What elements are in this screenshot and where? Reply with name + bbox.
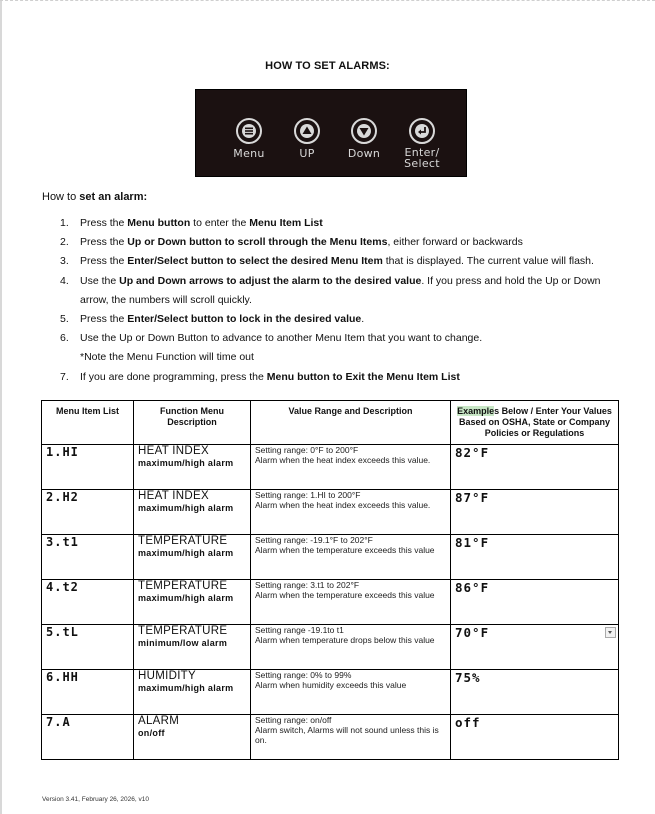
- range-cell: [251, 580, 451, 625]
- example-value: 75%: [455, 670, 481, 685]
- step-number: 5.: [60, 313, 69, 326]
- range-setting: Setting range: 3.t1 to 202°F: [255, 580, 360, 590]
- step-text-bold: Menu button to Exit the Menu Item List: [266, 370, 460, 383]
- intro-prefix: How to: [42, 191, 80, 203]
- panel-label-select: Select: [404, 157, 440, 170]
- table-row: [42, 625, 619, 670]
- step-text-bold: Enter/Select button to lock in the desired value: [127, 313, 362, 326]
- range-setting: Setting range: 0% to 99%: [255, 670, 352, 680]
- range-description: Alarm switch, Alarms will not sound unless this is on.: [255, 725, 439, 745]
- menu-item-code: 3.t1: [42, 535, 134, 580]
- range-description: Alarm when the heat index exceeds this value.: [255, 455, 431, 465]
- step-text: to enter the: [190, 217, 250, 229]
- example-value-cell[interactable]: [451, 580, 619, 625]
- step-text: Press the: [80, 236, 128, 249]
- function-cell: [134, 670, 251, 715]
- range-setting: Setting range: on/off: [255, 715, 332, 725]
- step-text: Press the: [80, 313, 128, 326]
- step-item: [60, 310, 630, 329]
- function-cell: [134, 715, 251, 760]
- table-row: [42, 715, 619, 760]
- range-setting: Setting range: 1.HI to 200°F: [255, 490, 361, 500]
- example-value-cell[interactable]: [451, 535, 619, 580]
- step-text-bold: Up or Down button to scroll through the Menu Items: [127, 236, 388, 249]
- function-cell: [134, 625, 251, 670]
- example-value-cell[interactable]: [451, 445, 619, 490]
- function-description: on/off: [138, 728, 165, 738]
- step-text: Use the Up or Down Button to advance to another Menu Item that you want to change.: [80, 332, 483, 345]
- table-row: [42, 445, 619, 490]
- version-footer: Version 3.41, February 26, 2026, v10: [42, 796, 149, 803]
- range-description: Alarm when the temperature exceeds this value: [255, 590, 435, 600]
- menu-item-code: 2.H2: [42, 490, 134, 535]
- step-number: 2.: [60, 236, 69, 249]
- step-item: [60, 272, 630, 310]
- example-value: off: [455, 715, 481, 730]
- step-number: 4.: [60, 274, 69, 287]
- function-description: maximum/high alarm: [138, 683, 234, 693]
- range-cell: [251, 670, 451, 715]
- example-value: 82°F: [455, 445, 490, 460]
- example-value-cell[interactable]: [451, 490, 619, 535]
- header-examples: [451, 401, 619, 445]
- panel-label-enter: Enter/: [404, 146, 440, 159]
- step-number: 6.: [60, 332, 69, 345]
- up-arrow-icon: [294, 118, 320, 144]
- function-name: TEMPERATURE: [138, 535, 228, 547]
- menu-item-code: 7.A: [42, 715, 134, 760]
- step-text-bold: Menu button: [127, 217, 191, 229]
- menu-item-code: 5.tL: [42, 625, 134, 670]
- step-item: [60, 252, 630, 271]
- table-row: [42, 670, 619, 715]
- function-description: maximum/high alarm: [138, 458, 234, 468]
- panel-label-menu: Menu: [233, 147, 265, 160]
- step-text: If you are done programming, press the: [80, 370, 267, 383]
- steps-list: [60, 214, 630, 387]
- example-value-cell[interactable]: [451, 715, 619, 760]
- step-text: *Note the Menu Function will time out: [80, 351, 254, 364]
- page-left-edge: [0, 0, 2, 814]
- step-text: Use the: [80, 274, 120, 287]
- range-setting: Setting range -19.1to t1: [255, 625, 344, 635]
- menu-icon: [236, 118, 262, 144]
- step-item: [60, 214, 630, 233]
- page-title: HOW TO SET ALARMS:: [265, 60, 390, 72]
- function-name: TEMPERATURE: [138, 580, 228, 592]
- function-cell: [134, 490, 251, 535]
- step-number: 7.: [60, 370, 69, 383]
- function-name: TEMPERATURE: [138, 625, 228, 637]
- header-menu-item-list: Menu Item List: [42, 401, 134, 445]
- header-examples-highlight: Example: [457, 406, 495, 416]
- range-cell: [251, 715, 451, 760]
- header-function-description: Function Menu Description: [134, 401, 251, 445]
- menu-item-code: 4.t2: [42, 580, 134, 625]
- function-description: maximum/high alarm: [138, 593, 234, 603]
- range-setting: Setting range: -19.1°F to 202°F: [255, 535, 373, 545]
- function-cell: [134, 445, 251, 490]
- range-setting: Setting range: 0°F to 200°F: [255, 445, 359, 455]
- step-text: . If you press and hold the Up or Down arrow, the numbers will scroll quickly.: [80, 274, 601, 306]
- range-description: Alarm when the heat index exceeds this value.: [255, 500, 431, 510]
- step-item: [60, 368, 630, 387]
- step-item: [60, 329, 630, 367]
- example-value-cell[interactable]: [451, 670, 619, 715]
- alarm-settings-table: [41, 400, 619, 760]
- step-number: 1.: [60, 217, 69, 229]
- function-cell: [134, 535, 251, 580]
- intro-bold: set an alarm:: [79, 191, 148, 203]
- function-cell: [134, 580, 251, 625]
- intro-line: [42, 191, 147, 203]
- header-examples-rest: s Below / Enter Your Values Based on OSHA, State or Company Policies or Regulations: [458, 406, 612, 438]
- page-top-edge: [0, 0, 655, 2]
- range-cell: [251, 535, 451, 580]
- example-value-cell[interactable]: [451, 625, 619, 670]
- range-description: Alarm when humidity exceeds this value: [255, 680, 407, 690]
- table-header-row: [42, 401, 619, 445]
- step-text: , either forward or backwards: [387, 236, 523, 249]
- step-text: .: [361, 313, 365, 326]
- down-arrow-icon: [351, 118, 377, 144]
- function-name: HEAT INDEX: [138, 445, 209, 457]
- step-text-bold: Enter/Select button to select the desired Menu Item: [127, 255, 383, 268]
- table-row: [42, 580, 619, 625]
- range-cell: [251, 490, 451, 535]
- step-text-bold: Menu Item List: [249, 217, 323, 229]
- step-text: Press the: [80, 217, 128, 229]
- menu-item-code: 1.HI: [42, 445, 134, 490]
- panel-label-up: UP: [299, 147, 315, 160]
- control-panel-image: [195, 89, 467, 177]
- function-description: minimum/low alarm: [138, 638, 228, 648]
- example-value: 87°F: [455, 490, 490, 505]
- range-cell: [251, 625, 451, 670]
- table-row: [42, 535, 619, 580]
- step-text-bold: Up and Down arrows to adjust the alarm to the desired value: [119, 274, 422, 287]
- dropdown-arrow-icon[interactable]: [605, 627, 616, 638]
- step-number: 3.: [60, 255, 69, 268]
- range-description: Alarm when temperature drops below this value: [255, 635, 435, 645]
- function-name: HUMIDITY: [138, 670, 196, 682]
- panel-label-down: Down: [347, 147, 381, 160]
- example-value: 81°F: [455, 535, 490, 550]
- enter-icon: [409, 118, 435, 144]
- step-text: Press the: [80, 255, 128, 268]
- example-value: 70°F: [455, 625, 490, 640]
- range-description: Alarm when the temperature exceeds this value: [255, 545, 435, 555]
- function-name: ALARM: [138, 715, 180, 727]
- menu-item-code: 6.HH: [42, 670, 134, 715]
- function-description: maximum/high alarm: [138, 503, 234, 513]
- step-text: that is displayed. The current value will flash.: [382, 255, 594, 268]
- table-row: [42, 490, 619, 535]
- panel-label-enter-select: [396, 147, 448, 169]
- function-name: HEAT INDEX: [138, 490, 209, 502]
- step-item: [60, 233, 630, 252]
- example-value: 86°F: [455, 580, 490, 595]
- range-cell: [251, 445, 451, 490]
- function-description: maximum/high alarm: [138, 548, 234, 558]
- header-value-range: Value Range and Description: [251, 401, 451, 445]
